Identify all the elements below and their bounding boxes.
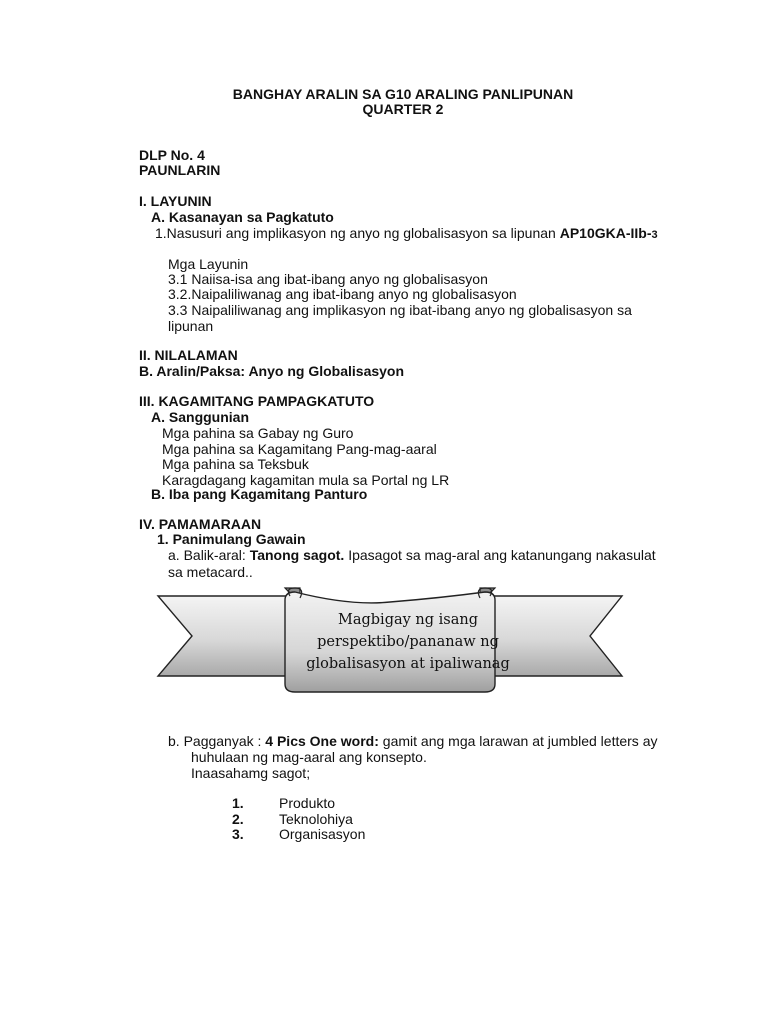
balik-aral-cont: sa metacard.. [168,564,253,580]
kasanayan-heading: A. Kasanayan sa Pagkatuto [151,209,334,225]
pagganyak-text: gamit ang mga larawan at jumbled letters ay [378,733,658,749]
pagganyak-line [168,733,657,749]
competency-text: 1.Nasusuri ang implikasyon ng anyo ng globalisasyon sa lipunan [155,225,560,241]
answer-text: Produkto [279,795,336,811]
balik-aral-line [168,547,656,563]
competency-code-number: 3 [651,229,658,241]
objective-3-cont: lipunan [168,318,214,334]
sanggunian-item: Mga pahina sa Kagamitang Pang-mag-aaral [162,441,437,457]
metacard-question-line: Magbigay ng isang [338,612,478,628]
section-kagamitan-heading: III. KAGAMITANG PAMPAGKATUTO [139,393,375,409]
sanggunian-item: Mga pahina sa Gabay ng Guro [162,425,354,441]
inaasahang-sagot-label: Inaasahamg sagot; [191,765,311,781]
aralin-paksa: B. Aralin/Paksa: Anyo ng Globalisasyon [139,363,405,379]
answer-number: 1. [232,795,244,811]
section-layunin-heading: I. LAYUNIN [139,193,212,209]
ribbon-left-tail [158,596,300,676]
page-title: BANGHAY ARALIN SA G10 ARALING PANLIPUNAN [232,86,574,102]
balik-aral-label: a. Balik-aral: [168,547,250,563]
balik-aral-text: Ipasagot sa mag-aral ang katanungang nakasulat [344,547,656,563]
sanggunian-item: Karagdagang kagamitan mula sa Portal ng LR [162,472,450,488]
metacard-question-line: globalisasyon at ipaliwanag [306,656,510,672]
tanong-sagot: Tanong sagot. [249,547,345,563]
section-pamamaraan-heading: IV. PAMAMARAAN [139,516,262,532]
lesson-type: PAUNLARIN [139,162,221,178]
sanggunian-item: Mga pahina sa Teksbuk [162,456,309,472]
answer-text: Organisasyon [279,826,366,842]
competency-code: AP10GKA-IIb- [559,225,652,241]
four-pics-one-word: 4 Pics One word: [265,733,379,749]
iba-pang-kagamitan-heading: B. Iba pang Kagamitang Panturo [151,486,368,502]
objective-2: 3.2.Naipaliliwanag ang ibat-ibang anyo ng globalisasyon [168,286,517,302]
section-nilalaman-heading: II. NILALAMAN [139,347,238,363]
objective-1: 3.1 Naiisa-isa ang ibat-ibang anyo ng globalisasyon [168,271,488,287]
sanggunian-heading: A. Sanggunian [151,409,249,425]
metacard-question-line: perspektibo/pananaw ng [317,634,499,650]
competency-line [155,225,658,243]
page-subtitle: QUARTER 2 [362,101,444,117]
objective-3: 3.3 Naipaliliwanag ang implikasyon ng ibat-ibang anyo ng globalisasyon sa [168,302,632,318]
answer-number: 3. [232,826,244,842]
panimulang-gawain-heading: 1. Panimulang Gawain [157,531,306,547]
pagganyak-cont: huhulaan ng mag-aaral ang konsepto. [191,749,427,765]
answer-text: Teknolohiya [279,811,353,827]
mga-layunin-label: Mga Layunin [168,256,249,272]
answer-number: 2. [232,811,244,827]
dlp-number: DLP No. 4 [139,147,205,163]
pagganyak-label: b. Pagganyak : [168,733,266,749]
